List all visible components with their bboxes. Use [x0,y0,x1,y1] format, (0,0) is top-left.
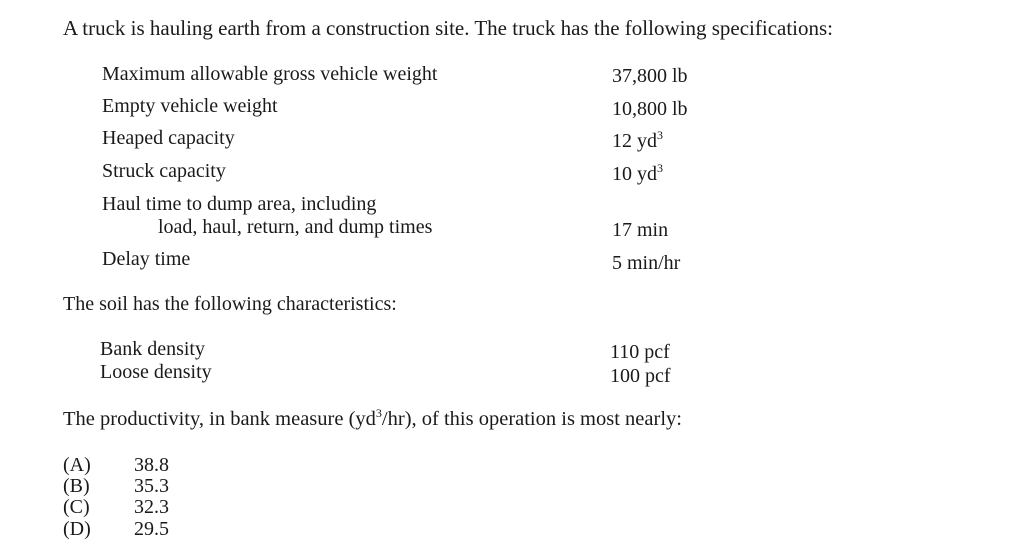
option-letter-a: (A) [63,454,91,476]
option-letter-b: (B) [63,475,90,497]
intro-text: A truck is hauling earth from a construction site. The truck has the following specifications: [63,16,834,40]
spec-label-haul-time-continued: load, haul, return, and dump times [158,216,433,238]
spec-label-max-gross-weight: Maximum allowable gross vehicle weight [102,63,438,85]
spec-value-max-gross-weight: 37,800 lb [612,65,688,87]
soil-intro-text: The soil has the following characteristics: [63,293,397,315]
spec-value-heaped-capacity: 12 $yd^3$ [612,128,663,152]
soil-value-loose-density: 100 pcf [610,365,671,387]
option-value-b: 35.3 [134,475,169,497]
spec-label-empty-weight: Empty vehicle weight [102,95,278,117]
option-value-a: 38.8 [134,454,169,476]
soil-value-bank-density: 110 pcf [610,341,670,363]
spec-label-haul-time: Haul time to dump area, including [102,193,377,215]
spec-value-empty-weight: 10,800 lb [612,98,688,120]
spec-value-haul-time: 17 min [612,219,669,241]
spec-label-struck-capacity: Struck capacity [102,160,226,182]
option-value-c: 32.3 [134,496,169,518]
spec-label-heaped-capacity: Heaped capacity [102,127,235,149]
spec-label-delay-time: Delay time [102,248,191,270]
soil-label-loose-density: Loose density [100,361,212,383]
soil-label-bank-density: Bank density [100,338,205,360]
option-letter-d: (D) [63,518,91,540]
option-letter-c: (C) [63,496,90,518]
spec-value-struck-capacity: 10 $yd^3$ [612,161,663,185]
option-value-d: 29.5 [134,518,169,540]
question-text: The productivity, in bank measure $(yd^3/hr)$, of this operation is most nearly: [63,406,682,430]
spec-value-delay-time: 5 min/hr [612,252,681,274]
